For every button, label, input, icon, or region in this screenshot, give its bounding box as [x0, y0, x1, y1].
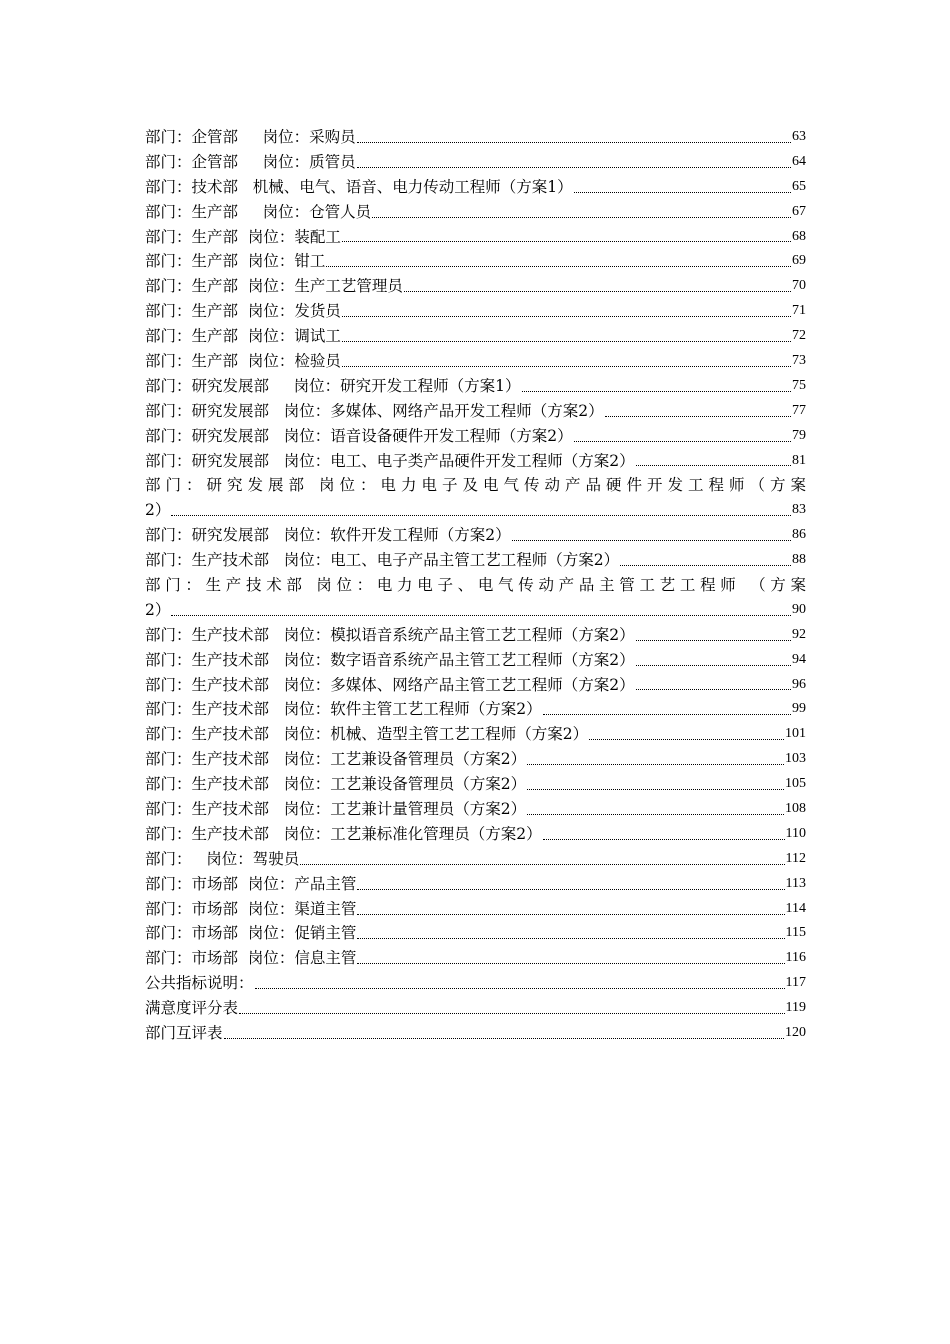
toc-entry[interactable]: [145, 424, 806, 449]
dot-leader: [171, 515, 791, 516]
table-of-contents: [145, 125, 806, 1046]
toc-page-number: 108: [785, 801, 806, 817]
toc-entry-title: 部门：生产技术部 岗位：电力电子、电气传动产品主管工艺工程师 （方案: [145, 576, 806, 595]
dot-leader: [589, 739, 784, 740]
toc-entry-title: 部门：企管部 岗位：质管员: [145, 152, 356, 171]
dot-leader: [357, 889, 784, 890]
toc-page-number: 112: [785, 850, 806, 866]
toc-page-number: 75: [792, 377, 806, 393]
dot-leader: [239, 1013, 785, 1014]
toc-entry[interactable]: [145, 249, 806, 274]
toc-entry-title: 部门：技术部 机械、电气、语音、电力传动工程师（方案1）: [145, 177, 573, 196]
toc-entry[interactable]: [145, 797, 806, 822]
dot-leader: [404, 291, 791, 292]
toc-page-number: 92: [792, 626, 806, 642]
toc-entry-title: 部门：生产部 岗位：检验员: [145, 352, 341, 370]
dot-leader: [527, 789, 784, 790]
dot-leader: [372, 217, 791, 218]
toc-entry-title: 部门：生产部 岗位：仓管人员: [145, 202, 372, 221]
toc-entry[interactable]: [145, 747, 806, 772]
toc-page-number: 99: [792, 701, 806, 717]
toc-entry-title: 部门：生产技术部 岗位：模拟语音系统产品主管工艺工程师（方案2）: [145, 625, 635, 644]
dot-leader: [357, 938, 784, 939]
dot-leader: [357, 963, 784, 964]
toc-page-number: 115: [785, 925, 806, 941]
dot-leader: [527, 764, 784, 765]
toc-page-number: 65: [792, 178, 806, 194]
toc-entry-title: 部门： 岗位：驾驶员: [145, 849, 300, 868]
toc-page-number: 81: [792, 452, 806, 468]
toc-page-number: 94: [792, 651, 806, 667]
toc-page-number: 72: [792, 328, 806, 344]
dot-leader: [357, 914, 784, 915]
toc-entry[interactable]: [145, 349, 806, 374]
toc-entry[interactable]: [145, 623, 806, 648]
dot-leader: [636, 689, 791, 690]
dot-leader: [342, 241, 791, 242]
toc-entry[interactable]: [145, 150, 806, 175]
dot-leader: [574, 441, 791, 442]
toc-page-number: 119: [785, 1000, 806, 1016]
toc-entry[interactable]: [145, 772, 806, 797]
toc-entry-title: 部门：生产技术部 岗位：机械、造型主管工艺工程师（方案2）: [145, 725, 589, 744]
toc-entry-title: 部门：生产技术部 岗位：工艺兼标准化管理员（方案2）: [145, 824, 542, 843]
dot-leader: [171, 615, 791, 616]
toc-page-number: 64: [792, 153, 806, 169]
toc-entry[interactable]: [145, 473, 806, 523]
toc-entry[interactable]: [145, 573, 806, 623]
toc-page-number: 116: [785, 950, 806, 966]
toc-page-number: 88: [792, 552, 806, 568]
toc-entry-title: 部门：市场部 岗位：信息主管: [145, 949, 357, 968]
toc-page-number: 114: [785, 900, 806, 916]
toc-entry[interactable]: [145, 374, 806, 399]
toc-entry-title: 部门：生产部 岗位：发货员: [145, 302, 341, 321]
dot-leader: [357, 167, 791, 168]
toc-page-number: 63: [792, 128, 806, 144]
toc-entry-title: 部门：研究发展部 岗位：电力电子及电气传动产品硬件开发工程师（方案: [145, 476, 806, 495]
toc-entry[interactable]: [145, 673, 806, 698]
toc-entry[interactable]: [145, 225, 806, 250]
toc-page-number: 79: [792, 427, 806, 443]
toc-page-number: 86: [792, 527, 806, 543]
dot-leader: [605, 416, 791, 417]
toc-entry-title: 部门：生产部 岗位：装配工: [145, 227, 341, 246]
toc-entry[interactable]: [145, 946, 806, 971]
dot-leader: [342, 316, 791, 317]
toc-entry[interactable]: [145, 299, 806, 324]
toc-entry[interactable]: [145, 697, 806, 722]
toc-entry[interactable]: [145, 324, 806, 349]
dot-leader: [512, 540, 791, 541]
dot-leader: [636, 465, 791, 466]
toc-entry-title: 部门：生产技术部 岗位：工艺兼设备管理员（方案2）: [145, 775, 527, 794]
dot-leader: [326, 266, 791, 267]
toc-page-number: 67: [792, 203, 806, 219]
toc-page-number: 110: [785, 825, 806, 841]
toc-entry-title-continued: 2）: [145, 600, 171, 619]
toc-page-number: 73: [792, 353, 806, 368]
toc-entry[interactable]: [145, 847, 806, 872]
toc-page-number: 70: [792, 278, 806, 294]
toc-entry-title: 满意度评分表: [145, 999, 239, 1018]
toc-page-number: 69: [792, 253, 806, 269]
toc-page-number: 101: [785, 726, 806, 742]
toc-entry-title: 部门：研究发展部 岗位：语音设备硬件开发工程师（方案2）: [145, 426, 573, 445]
toc-page-number: 83: [792, 502, 806, 518]
toc-entry[interactable]: [145, 399, 806, 424]
dot-leader: [527, 814, 784, 815]
dot-leader: [342, 341, 791, 342]
toc-entry-title: 部门：研究发展部 岗位：研究开发工程师（方案1）: [145, 376, 521, 395]
toc-entry-title: 部门：生产部 岗位：钳工: [145, 252, 326, 271]
toc-entry-title: 部门：市场部 岗位：促销主管: [145, 924, 357, 943]
toc-entry-title: 部门：市场部 岗位：渠道主管: [145, 899, 357, 918]
dot-leader: [255, 988, 785, 989]
toc-page-number: 68: [792, 228, 806, 244]
toc-page-number: 113: [785, 875, 806, 891]
dot-leader: [522, 391, 792, 392]
toc-entry-title: 部门：研究发展部 岗位：软件开发工程师（方案2）: [145, 526, 511, 545]
toc-entry-title: 部门互评表: [145, 1024, 223, 1043]
toc-entry-title: 部门：生产部 岗位：调试工: [145, 327, 341, 346]
toc-entry[interactable]: [145, 175, 806, 200]
toc-entry-title: 部门：生产部 岗位：生产工艺管理员: [145, 277, 403, 296]
toc-entry-title: 部门：市场部 岗位：产品主管: [145, 874, 357, 893]
toc-entry-title: 部门：企管部 岗位：采购员: [145, 127, 356, 146]
toc-page-number: 71: [792, 303, 806, 319]
toc-entry-title: 部门：研究发展部 岗位：电工、电子类产品硬件开发工程师（方案2）: [145, 451, 635, 470]
dot-leader: [300, 864, 784, 865]
toc-entry[interactable]: [145, 648, 806, 673]
toc-page-number: 120: [785, 1025, 806, 1041]
toc-page-number: 117: [785, 975, 806, 991]
toc-entry-title: 部门：生产技术部 岗位：软件主管工艺工程师（方案2）: [145, 700, 542, 719]
toc-entry[interactable]: [145, 872, 806, 897]
dot-leader: [342, 366, 791, 367]
dot-leader: [357, 142, 791, 143]
toc-entry[interactable]: [145, 200, 806, 225]
toc-entry-title: 部门：生产技术部 岗位：工艺兼设备管理员（方案2）: [145, 750, 527, 769]
toc-page-number: 90: [792, 601, 806, 617]
toc-entry[interactable]: [145, 125, 806, 150]
dot-leader: [574, 192, 791, 193]
toc-entry[interactable]: [145, 822, 806, 847]
toc-entry[interactable]: [145, 971, 806, 996]
toc-entry-title: 公共指标说明：: [145, 974, 254, 993]
toc-entry[interactable]: [145, 996, 806, 1021]
toc-entry[interactable]: [145, 897, 806, 922]
toc-entry-title: 部门：研究发展部 岗位：多媒体、网络产品开发工程师（方案2）: [145, 401, 604, 420]
dot-leader: [543, 714, 791, 715]
toc-entry[interactable]: [145, 922, 806, 947]
dot-leader: [636, 640, 791, 641]
dot-leader: [224, 1038, 784, 1039]
dot-leader: [620, 565, 791, 566]
toc-entry[interactable]: [145, 722, 806, 747]
toc-entry-title: 部门：生产技术部 岗位：多媒体、网络产品主管工艺工程师（方案2）: [145, 675, 635, 694]
toc-entry[interactable]: [145, 449, 806, 474]
toc-entry-title: 部门：生产技术部 岗位：数字语音系统产品主管工艺工程师（方案2）: [145, 650, 635, 669]
toc-page-number: 96: [792, 676, 806, 692]
dot-leader: [636, 665, 791, 666]
toc-entry-title-continued: 2）: [145, 501, 171, 520]
toc-entry[interactable]: [145, 523, 806, 548]
toc-page-number: 77: [792, 402, 806, 418]
dot-leader: [543, 839, 785, 840]
toc-entry[interactable]: [145, 548, 806, 573]
toc-entry-title: 部门：生产技术部 岗位：工艺兼计量管理员（方案2）: [145, 800, 527, 819]
toc-entry[interactable]: [145, 1021, 806, 1046]
toc-page-number: 105: [785, 776, 806, 792]
toc-page-number: 103: [785, 751, 806, 767]
toc-entry-title: 部门：生产技术部 岗位：电工、电子产品主管工艺工程师（方案2）: [145, 551, 620, 570]
toc-entry[interactable]: [145, 274, 806, 299]
